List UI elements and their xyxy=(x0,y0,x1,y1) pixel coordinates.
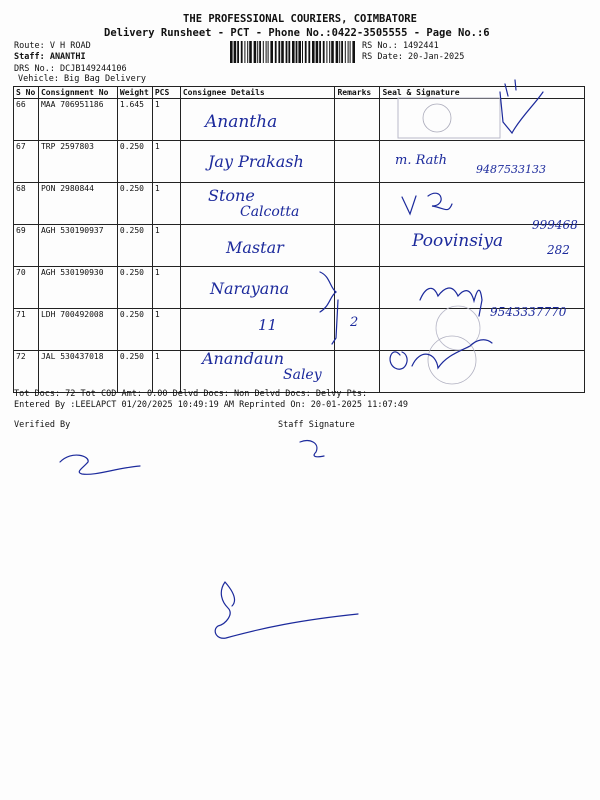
seal-circle-66 xyxy=(423,104,451,132)
cell-consignment-no: PON 2980844 xyxy=(38,183,117,225)
phone-71: 9543337770 xyxy=(490,305,567,319)
consignee-70-handwriting: Narayana xyxy=(210,279,290,298)
checkmark-68 xyxy=(402,196,416,214)
rs-date: RS Date: 20-Jan-2025 xyxy=(362,52,465,62)
cell-weight: 0.250 xyxy=(117,351,152,393)
phone-67: 9487533133 xyxy=(476,163,546,176)
cell-weight: 0.250 xyxy=(117,309,152,351)
cell-sno: 67 xyxy=(14,141,39,183)
cell-weight: 1.645 xyxy=(117,99,152,141)
seal-stamp-66 xyxy=(398,98,500,138)
bracket-71 xyxy=(332,300,338,344)
staff-signature-mark xyxy=(300,441,324,457)
cell-sno: 70 xyxy=(14,267,39,309)
cell-consignment-no: JAL 530437018 xyxy=(38,351,117,393)
consignee-72-handwriting-a: Anandaun xyxy=(202,349,285,368)
cell-weight: 0.250 xyxy=(117,183,152,225)
phone-69: 999468 xyxy=(532,218,578,232)
cell-weight: 0.250 xyxy=(117,225,152,267)
col-sno: S No xyxy=(14,87,39,99)
cell-consignment-no: MAA 706951186 xyxy=(38,99,117,141)
verified-by-label: Verified By xyxy=(14,420,71,430)
checkmark-66 xyxy=(500,80,543,133)
large-signature xyxy=(215,582,358,638)
staff: Staff: ANANTHI xyxy=(14,52,86,62)
drs-no: DRS No.: DCJB149244106 xyxy=(14,64,127,74)
cell-pcs: 1 xyxy=(152,183,180,225)
signature-69: Poovinsiya xyxy=(412,231,504,251)
staff-signature-label: Staff Signature xyxy=(278,420,355,430)
col-pcs: PCS xyxy=(152,87,180,99)
consignee-71-handwriting: 11 xyxy=(258,316,278,334)
cell-consignment-no: AGH 530190937 xyxy=(38,225,117,267)
cell-consignment-no: TRP 2597803 xyxy=(38,141,117,183)
runsheet-subtitle: Delivery Runsheet - PCT - Phone No.:0422-3505555 - Page No.:6 xyxy=(104,27,490,39)
route: Route: V H ROAD xyxy=(14,41,91,51)
vehicle: Vehicle: Big Bag Delivery xyxy=(18,74,146,84)
cell-weight: 0.250 xyxy=(117,141,152,183)
cell-sno: 69 xyxy=(14,225,39,267)
col-consignee: Consignee Details xyxy=(180,87,335,99)
cell-pcs: 1 xyxy=(152,99,180,141)
cell-pcs: 1 xyxy=(152,141,180,183)
col-seal-signature: Seal & Signature xyxy=(380,87,585,99)
cell-sno: 71 xyxy=(14,309,39,351)
note-69: 282 xyxy=(547,243,570,257)
cell-pcs: 1 xyxy=(152,351,180,393)
totals-line: Tot Docs: 72 Tot COD Amt: 0.00 Delvd Docs: Non Delvd Docs: Delvy Pts: xyxy=(14,389,368,399)
consignee-67-handwriting: Jay Prakash xyxy=(208,152,304,171)
cell-consignment-no: LDH 700492008 xyxy=(38,309,117,351)
col-consignment: Consignment No xyxy=(38,87,117,99)
consignee-68-handwriting-a: Stone xyxy=(208,186,255,205)
brace-70 xyxy=(320,272,336,312)
cell-sno: 66 xyxy=(14,99,39,141)
signature-68 xyxy=(428,193,452,209)
col-weight: Weight xyxy=(117,87,152,99)
cell-pcs: 1 xyxy=(152,267,180,309)
consignee-68-handwriting-b: Calcotta xyxy=(240,204,300,220)
company-name: THE PROFESSIONAL COURIERS, COIMBATORE xyxy=(183,13,417,25)
cell-sno: 72 xyxy=(14,351,39,393)
signature-72 xyxy=(390,340,492,369)
entered-by-line: Entered By :LEELAPCT 01/20/2025 10:49:19 AM Reprinted On: 20-01-2025 11:07:49 xyxy=(14,400,409,410)
cell-sno: 68 xyxy=(14,183,39,225)
consignee-69-handwriting: Mastar xyxy=(226,238,284,257)
cell-pcs: 1 xyxy=(152,225,180,267)
consignee-72-handwriting-b: Saley xyxy=(283,367,322,383)
col-remarks: Remarks xyxy=(335,87,380,99)
consignee-66-handwriting: Anantha xyxy=(205,112,278,132)
cell-weight: 0.250 xyxy=(117,267,152,309)
cell-pcs: 1 xyxy=(152,309,180,351)
signature-67: m. Rath xyxy=(395,153,448,168)
cell-consignment-no: AGH 530190930 xyxy=(38,267,117,309)
rs-no: RS No.: 1492441 xyxy=(362,41,439,51)
verified-by-signature xyxy=(60,455,140,474)
remark-71: 2 xyxy=(350,315,359,330)
